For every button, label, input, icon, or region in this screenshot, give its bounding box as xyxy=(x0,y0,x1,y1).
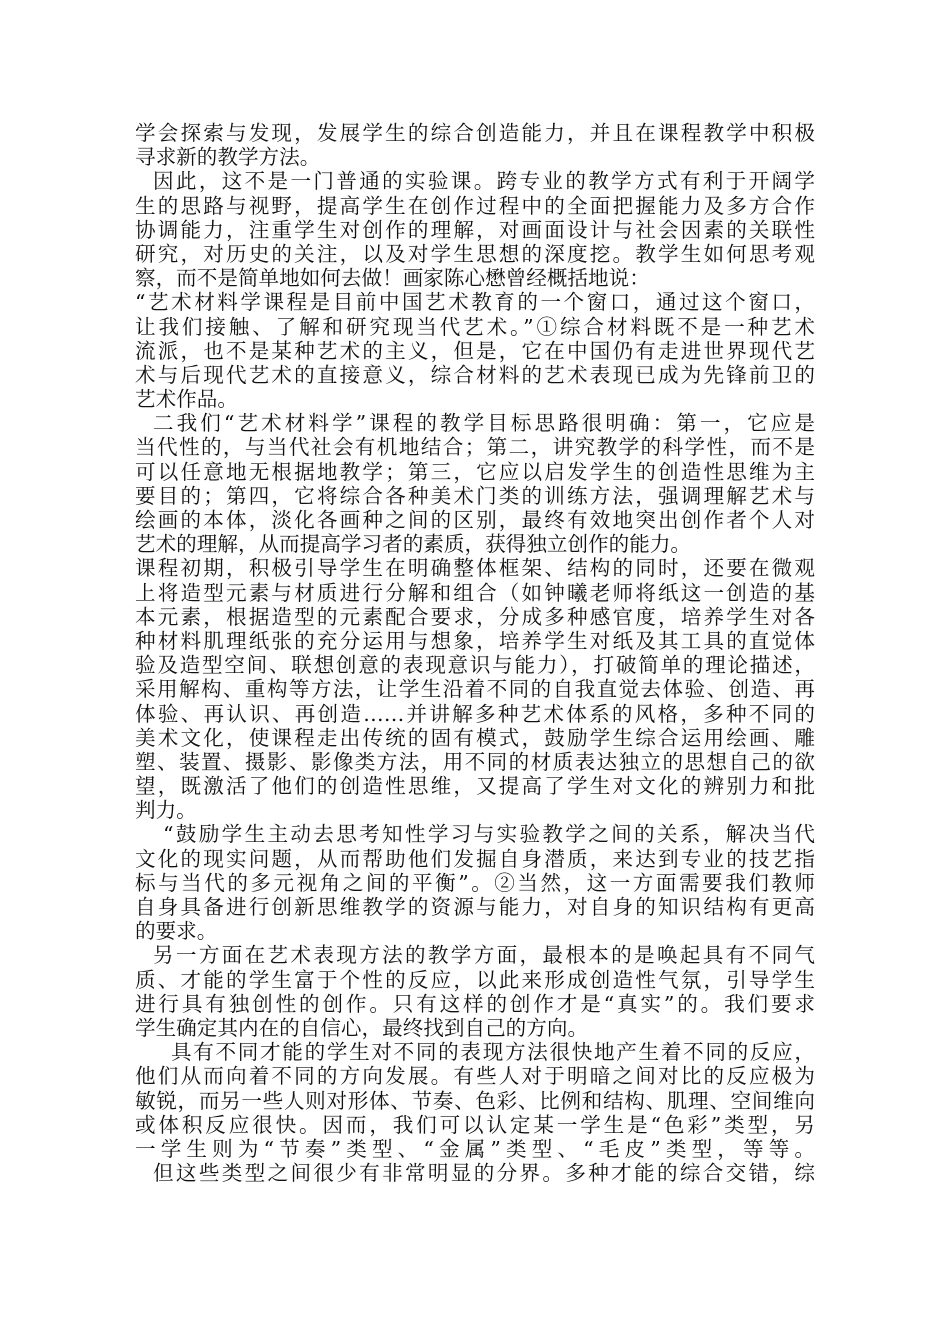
text-line: 学会探索与发现，发展学生的综合创造能力，并且在课程教学中积极 xyxy=(135,121,815,145)
text-line: 二我们“艺术材料学”课程的教学目标思路很明确：第一，它应是 xyxy=(153,411,815,436)
text-line: 敏锐，而另一些人则对形体、节奏、色彩、比例和结构、肌理、空间维向 xyxy=(135,1088,815,1113)
text-line: 或体积反应很快。因而，我们可以认定某一学生是“色彩”类型，另 xyxy=(135,1112,815,1137)
text-line: 采用解构、重构等方法，让学生沿着不同的自我直觉去体验、创造、再 xyxy=(135,677,815,702)
text-line: 术与后现代艺术的直接意义，综合材料的艺术表现已成为先锋前卫的 xyxy=(135,362,815,387)
body-text xyxy=(135,121,815,1185)
text-line: 研究，对历史的关注，以及对学生思想的深度挖。教学生如何思考观 xyxy=(135,241,815,266)
text-line: 但这些类型之间很少有非常明显的分界。多种才能的综合交错，综 xyxy=(153,1161,815,1186)
text-line: 协调能力，注重学生对创作的理解，对画面设计与社会因素的关联性 xyxy=(135,217,815,242)
text-line: 让我们接触、了解和研究现当代艺术。”①综合材料既不是一种艺术 xyxy=(135,314,815,339)
text-line: “鼓励学生主动去思考知性学习与实验教学之间的关系，解决当代 xyxy=(163,822,815,847)
text-line: 学生确定其内在的自信心，最终找到自己的方向。 xyxy=(135,1015,589,1040)
text-line: 进行具有独创性的创作。只有这样的创作才是“真实”的。我们要求 xyxy=(135,991,815,1016)
text-line: 课程初期，积极引导学生在明确整体框架、结构的同时，还要在微观 xyxy=(135,556,815,581)
text-line: 种材料肌理纸张的充分运用与想象，培养学生对纸及其工具的直觉体 xyxy=(135,628,815,653)
text-line: 可以任意地无根据地教学；第三，它应以启发学生的创造性思维为主 xyxy=(135,459,815,484)
text-line: 自身具备进行创新思维教学的资源与能力，对自身的知识结构有更高 xyxy=(135,895,815,919)
text-line: 验及造型空间、联想创意的表现意识与能力），打破简单的理论描述， xyxy=(135,653,815,678)
text-line: 判力。 xyxy=(135,798,197,823)
text-line: 流派，也不是某种艺术的主义，但是，它在中国仍有走进世界现代艺 xyxy=(135,338,815,363)
text-line: 文化的现实问题，从而帮助他们发掘自身潜质，来达到专业的技艺指 xyxy=(135,846,815,871)
text-line: 标与当代的多元视角之间的平衡”。②当然，这一方面需要我们教师 xyxy=(135,870,815,895)
text-line: 要目的；第四，它将综合各种美术门类的训练方法，强调理解艺术与 xyxy=(135,483,815,508)
text-line: “艺术材料学课程是目前中国艺术教育的一个窗口，通过这个窗口， xyxy=(135,290,815,315)
text-line: 的要求。 xyxy=(135,919,218,944)
text-line: 因此，这不是一门普通的实验课。跨专业的教学方式有利于开阔学 xyxy=(153,169,815,194)
text-line: 望，既激活了他们的创造性思维，又提高了学生对文化的辨别力和批 xyxy=(135,774,815,799)
text-line: 寻求新的教学方法。 xyxy=(135,145,321,170)
text-line: 生的思路与视野，提高学生在创作过程中的全面把握能力及多方合作 xyxy=(135,193,815,218)
text-line: 体验、再认识、再创造……并讲解多种艺术体系的风格，多种不同的 xyxy=(135,701,815,726)
text-line: 艺术的理解，从而提高学习者的素质，获得独立创作的能力。 xyxy=(135,532,692,557)
text-line: 另一方面在艺术表现方法的教学方面，最根本的是唤起具有不同气 xyxy=(153,943,815,968)
text-line: 美术文化，使课程走出传统的固有模式，鼓励学生综合运用绘画、雕 xyxy=(135,725,815,750)
text-line: 绘画的本体，淡化各画种之间的区别，最终有效地突出创作者个人对 xyxy=(135,508,815,532)
text-line: 当代性的，与当代社会有机地结合；第二，讲究教学的科学性，而不是 xyxy=(135,435,815,460)
text-line: 他们从而向着不同的方向发展。有些人对于明暗之间对比的反应极为 xyxy=(135,1064,815,1089)
text-line: 一学生则为“节奏”类型、“金属”类型、“毛皮”类型，等等。 xyxy=(135,1136,815,1161)
text-line: 上将造型元素与材质进行分解和组合（如钟曦老师将纸这一创造的基 xyxy=(135,580,815,605)
text-line: 质、才能的学生富于个性的反应，以此来形成创造性气氛，引导学生 xyxy=(135,967,815,992)
text-line: 塑、装置、摄影、影像类方法，用不同的材质表达独立的思想自己的欲 xyxy=(135,749,815,774)
text-line: 察，而不是简单地如何去做！画家陈心懋曾经概括地说： xyxy=(135,266,650,291)
text-line: 艺术作品。 xyxy=(135,387,238,412)
text-line: 具有不同才能的学生对不同的表现方法很快地产生着不同的反应， xyxy=(171,1040,815,1065)
text-line: 本元素，根据造型的元素配合要求，分成多种感官度，培养学生对各 xyxy=(135,604,815,629)
